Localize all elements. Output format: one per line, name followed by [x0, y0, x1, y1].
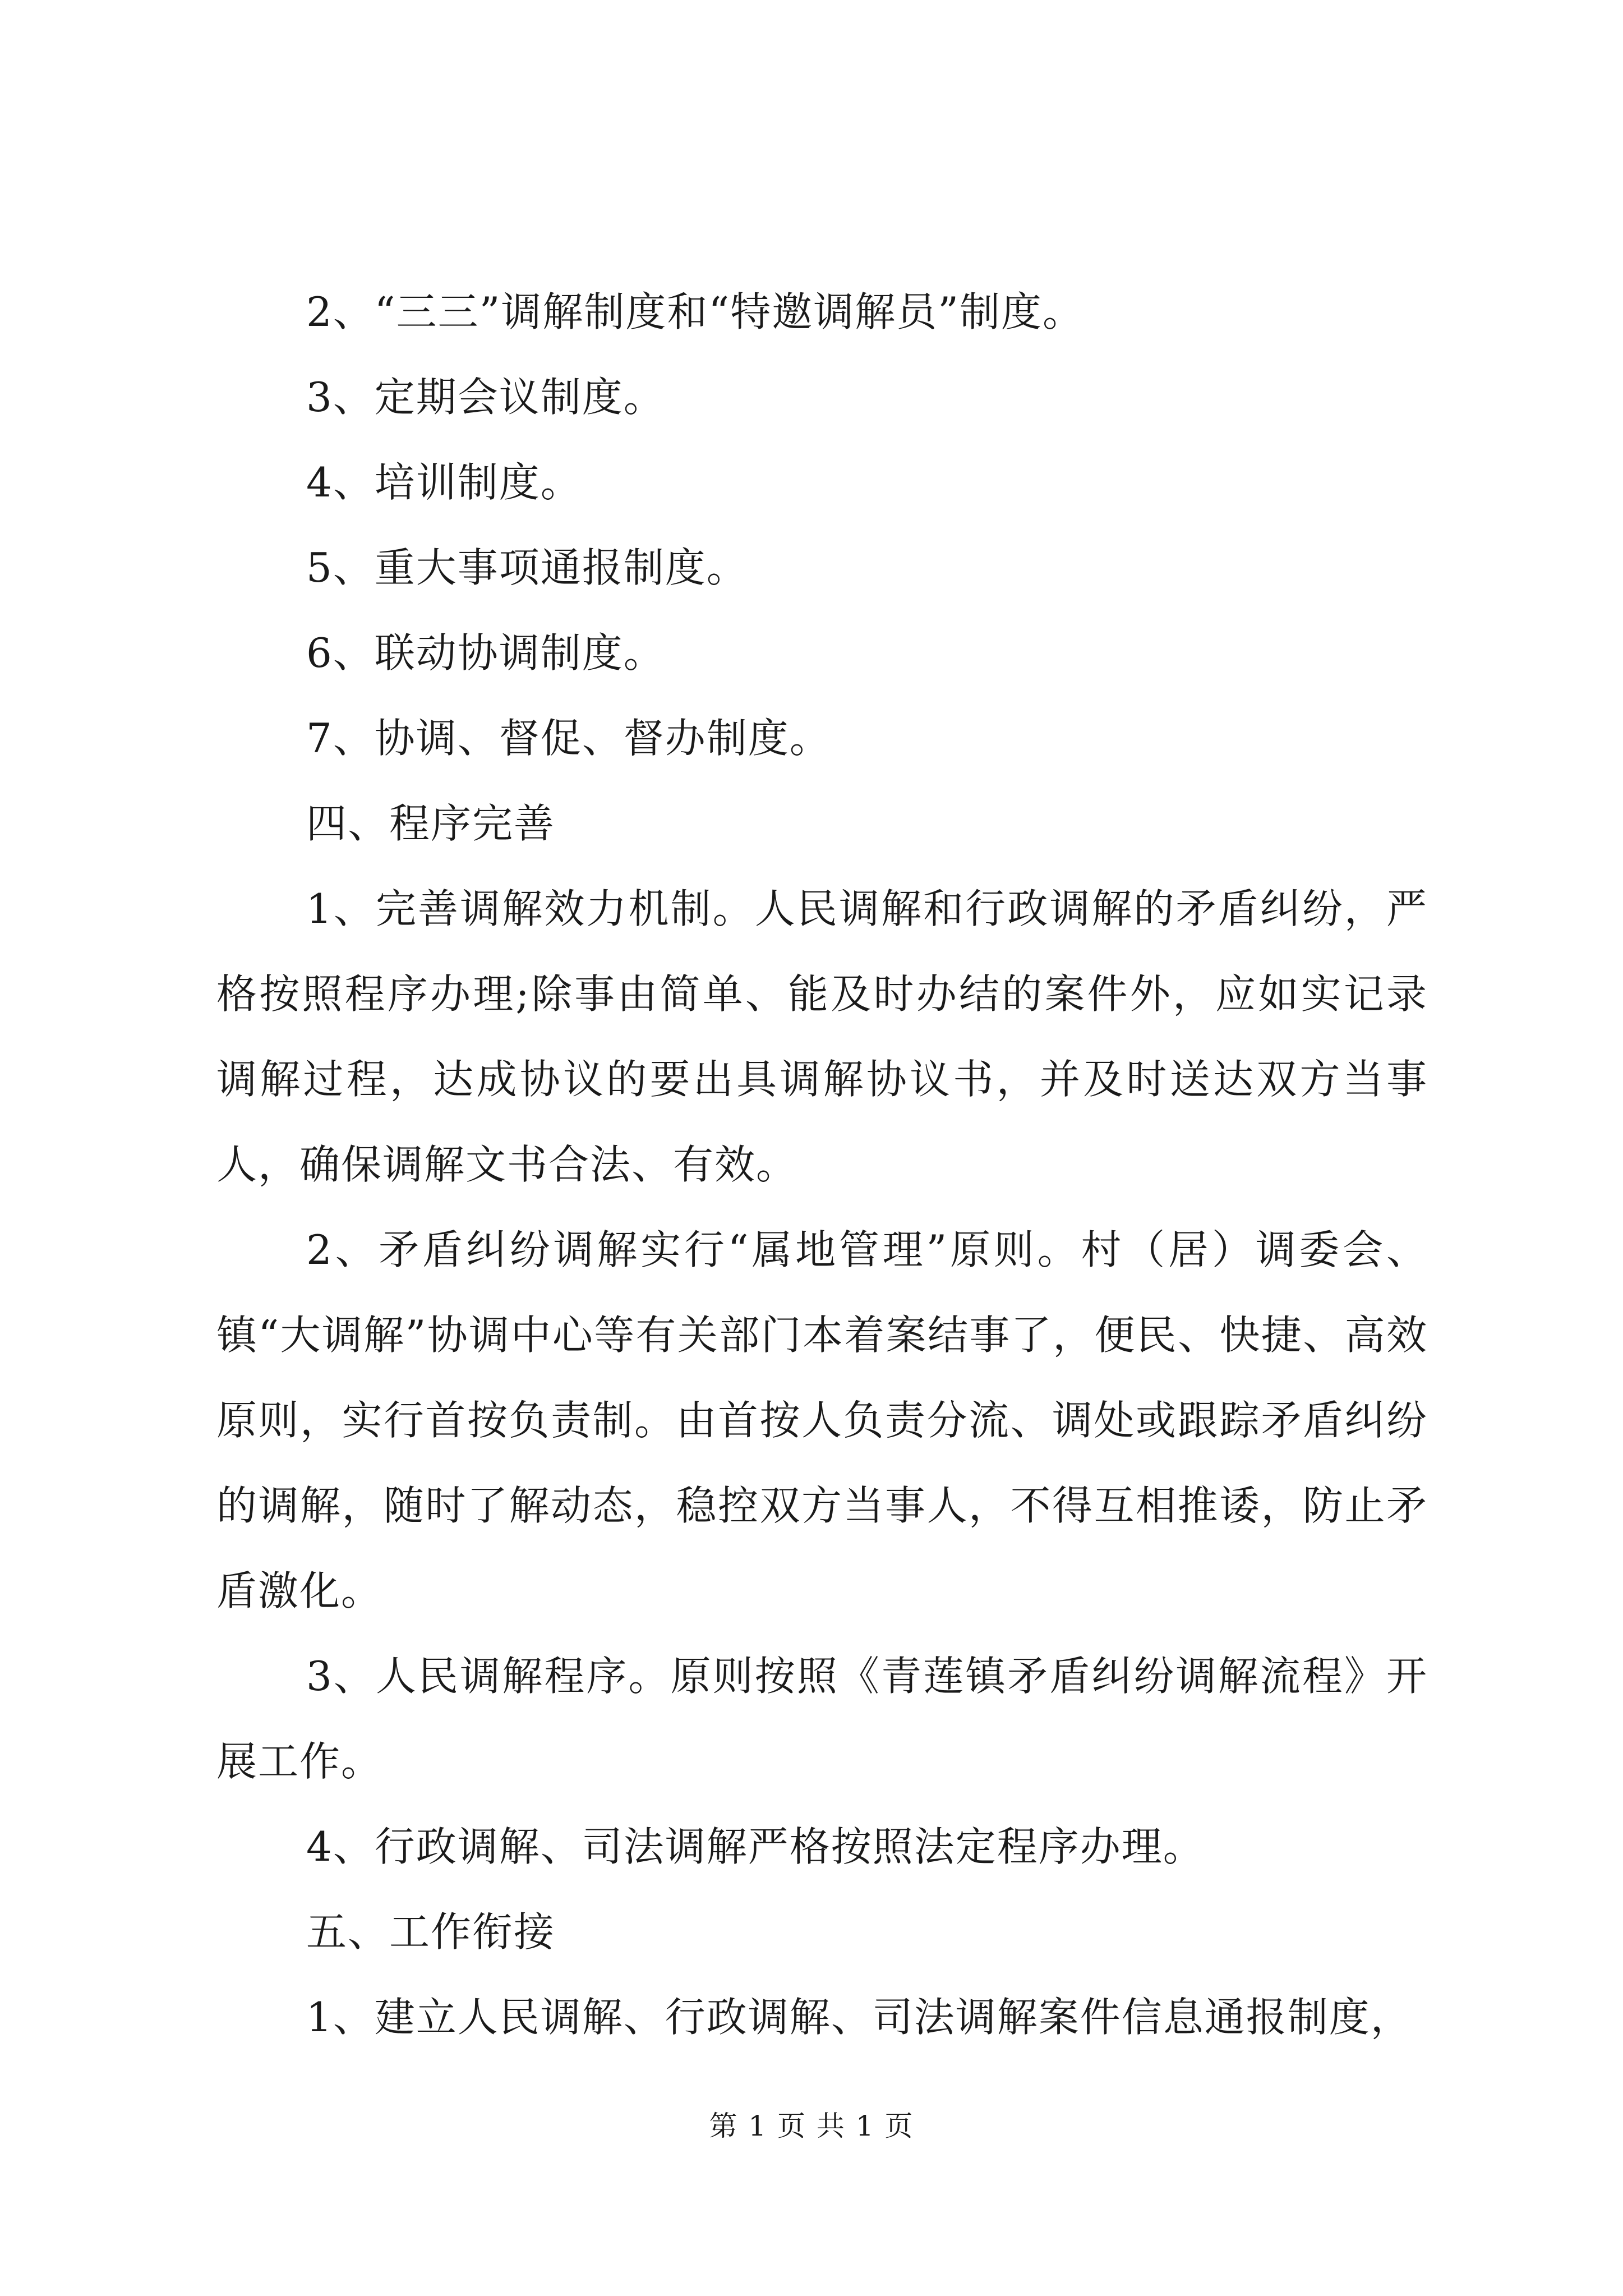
paragraph: 4、行政调解、司法调解严格按照法定程序办理。	[306, 1823, 1205, 1870]
paragraph: 2、“三三”调解制度和“特邀调解员”制度。	[306, 288, 1085, 335]
paragraph: 6、联动协调制度。	[306, 629, 665, 677]
document-body	[216, 269, 1428, 2060]
paragraph: 4、培训制度。	[306, 459, 582, 506]
section-heading: 四、程序完善	[306, 800, 556, 847]
section-heading: 五、工作衔接	[306, 1908, 556, 1955]
paragraph: 1、建立人民调解、行政调解、司法调解案件信息通报制度，	[306, 1994, 1412, 2041]
page-footer: 第 1 页 共 1 页	[709, 2110, 914, 2142]
paragraph: 3、人民调解程序。原则按照《青莲镇矛盾纠纷调解流程》开展工作。	[216, 1653, 1428, 1785]
paragraph: 3、定期会议制度。	[306, 374, 665, 421]
paragraph: 7、协调、督促、督办制度。	[306, 715, 831, 762]
paragraph: 5、重大事项通报制度。	[306, 544, 748, 591]
paragraph: 1、完善调解效力机制。人民调解和行政调解的矛盾纠纷，严格按照程序办理;除事由简单、能及时办结的案件外，应如实记录调解过程，达成协议的要出具调解协议书，并及时送达双方当事人，确保调解文书合法、有效。	[216, 885, 1428, 1188]
paragraph: 2、矛盾纠纷调解实行“属地管理”原则。村（居）调委会、镇“大调解”协调中心等有关部门本着案结事了，便民、快捷、高效原则，实行首按负责制。由首按人负责分流、调处或跟踪矛盾纠纷的调解，随时了解动态，稳控双方当事人，不得互相推诿，防止矛盾激化。	[216, 1226, 1428, 1614]
